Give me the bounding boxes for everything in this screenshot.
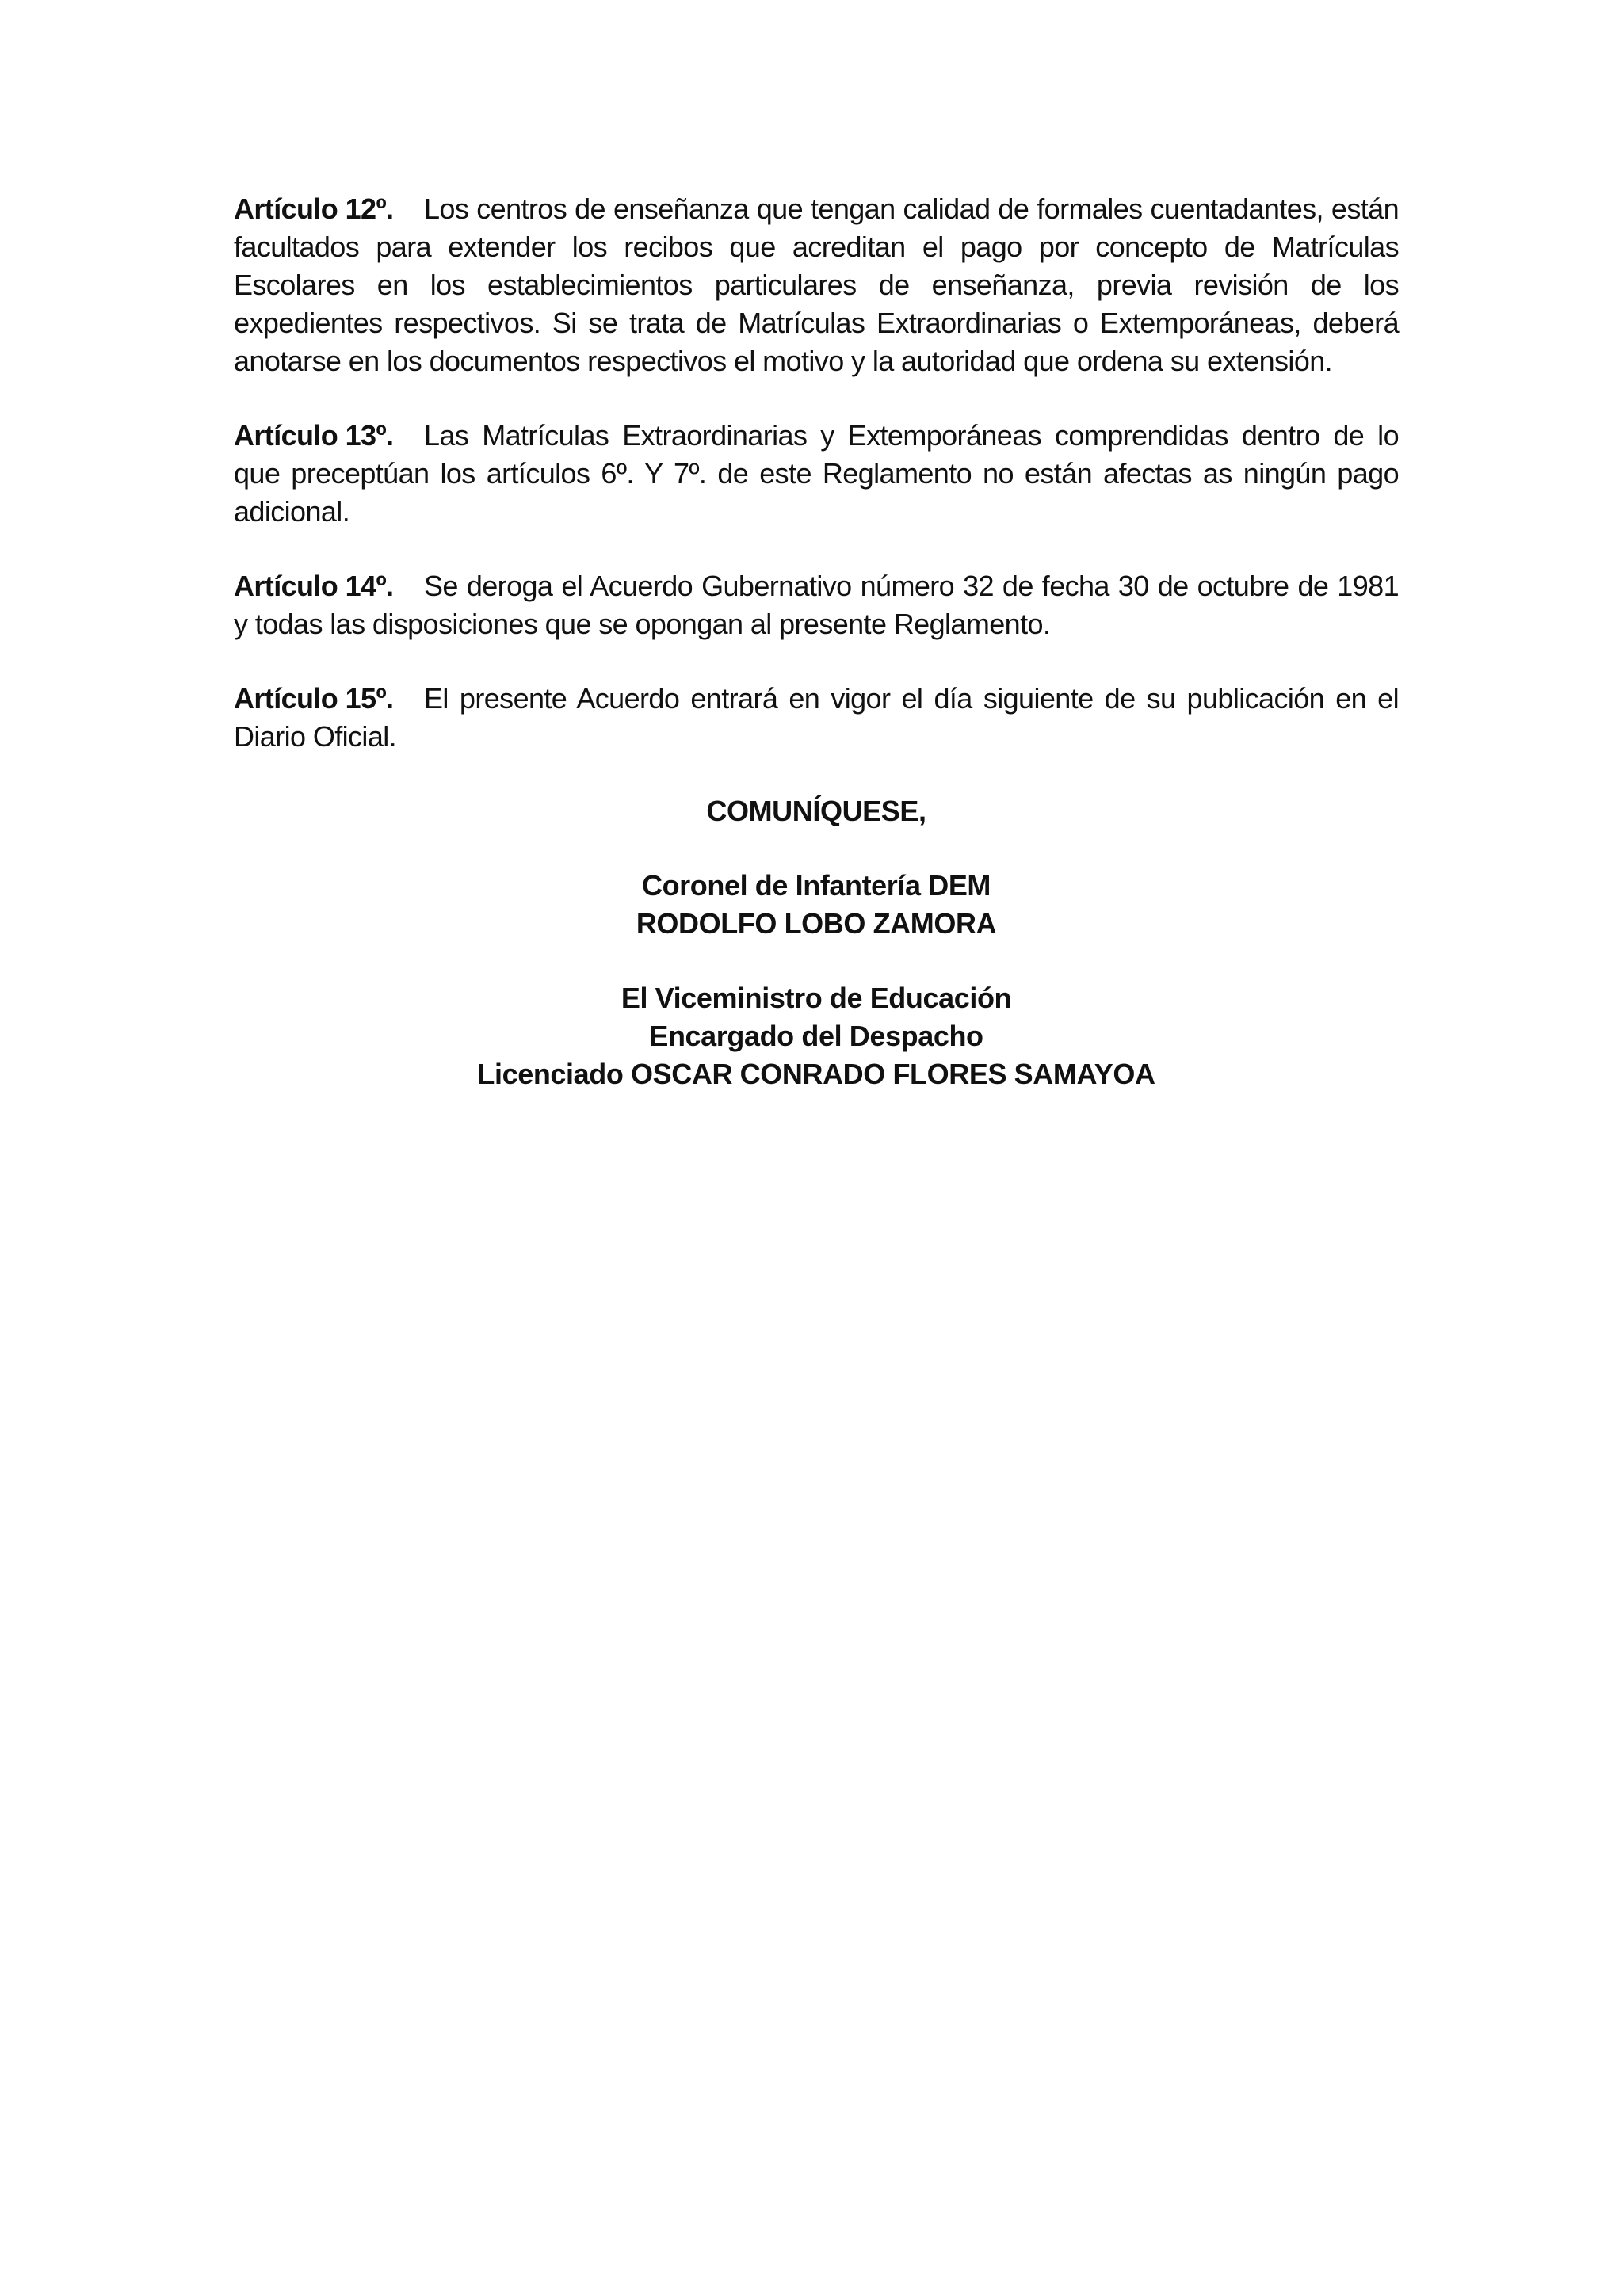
article-label: Artículo 14º. <box>234 570 394 602</box>
communique <box>234 792 1399 830</box>
signatory-name: RODOLFO LOBO ZAMORA <box>636 907 997 940</box>
article-14 <box>234 567 1399 643</box>
article-text: El presente Acuerdo entrará en vigor el día siguiente de su publicación en el Diario Oficial. <box>234 682 1399 753</box>
closing-section <box>234 792 1399 1093</box>
article-text: Se deroga el Acuerdo Gubernativo número 32 de fecha 30 de octubre de 1981 y todas las disposiciones que se opongan al presente Reglamento. <box>234 570 1399 640</box>
article-label: Artículo 15º. <box>234 682 394 715</box>
article-text: Las Matrículas Extraordinarias y Extemporáneas comprendidas dentro de lo que preceptúan los artículos 6º. Y 7º. de este Reglamento no están afectas as ningún pago adicional. <box>234 419 1399 528</box>
signatory-1 <box>234 867 1399 943</box>
communique-text: COMUNÍQUESE, <box>706 795 926 827</box>
signatory-title: El Viceministro de Educación <box>621 982 1012 1014</box>
article-label: Artículo 12º. <box>234 193 394 225</box>
signatory-role: Encargado del Despacho <box>649 1020 983 1052</box>
article-12 <box>234 190 1399 380</box>
signatory-name: Licenciado OSCAR CONRADO FLORES SAMAYOA <box>477 1058 1155 1090</box>
signatory-2 <box>234 979 1399 1093</box>
article-15 <box>234 680 1399 756</box>
article-13 <box>234 417 1399 531</box>
article-text: Los centros de enseñanza que tengan calidad de formales cuentadantes, están facultados para extender los recibos que acreditan el pago por concepto de Matrículas Escolares en los establecimientos particulares de enseñanza, previa revisión de los expedientes respectivos. Si se trata de Matrículas Extraordinarias o Extemporáneas, deberá anotarse en los documentos respectivos el motivo y la autoridad que ordena su extensión. <box>234 193 1399 377</box>
document-page <box>234 190 1399 1130</box>
article-label: Artículo 13º. <box>234 419 394 452</box>
signatory-title: Coronel de Infantería DEM <box>641 869 991 902</box>
